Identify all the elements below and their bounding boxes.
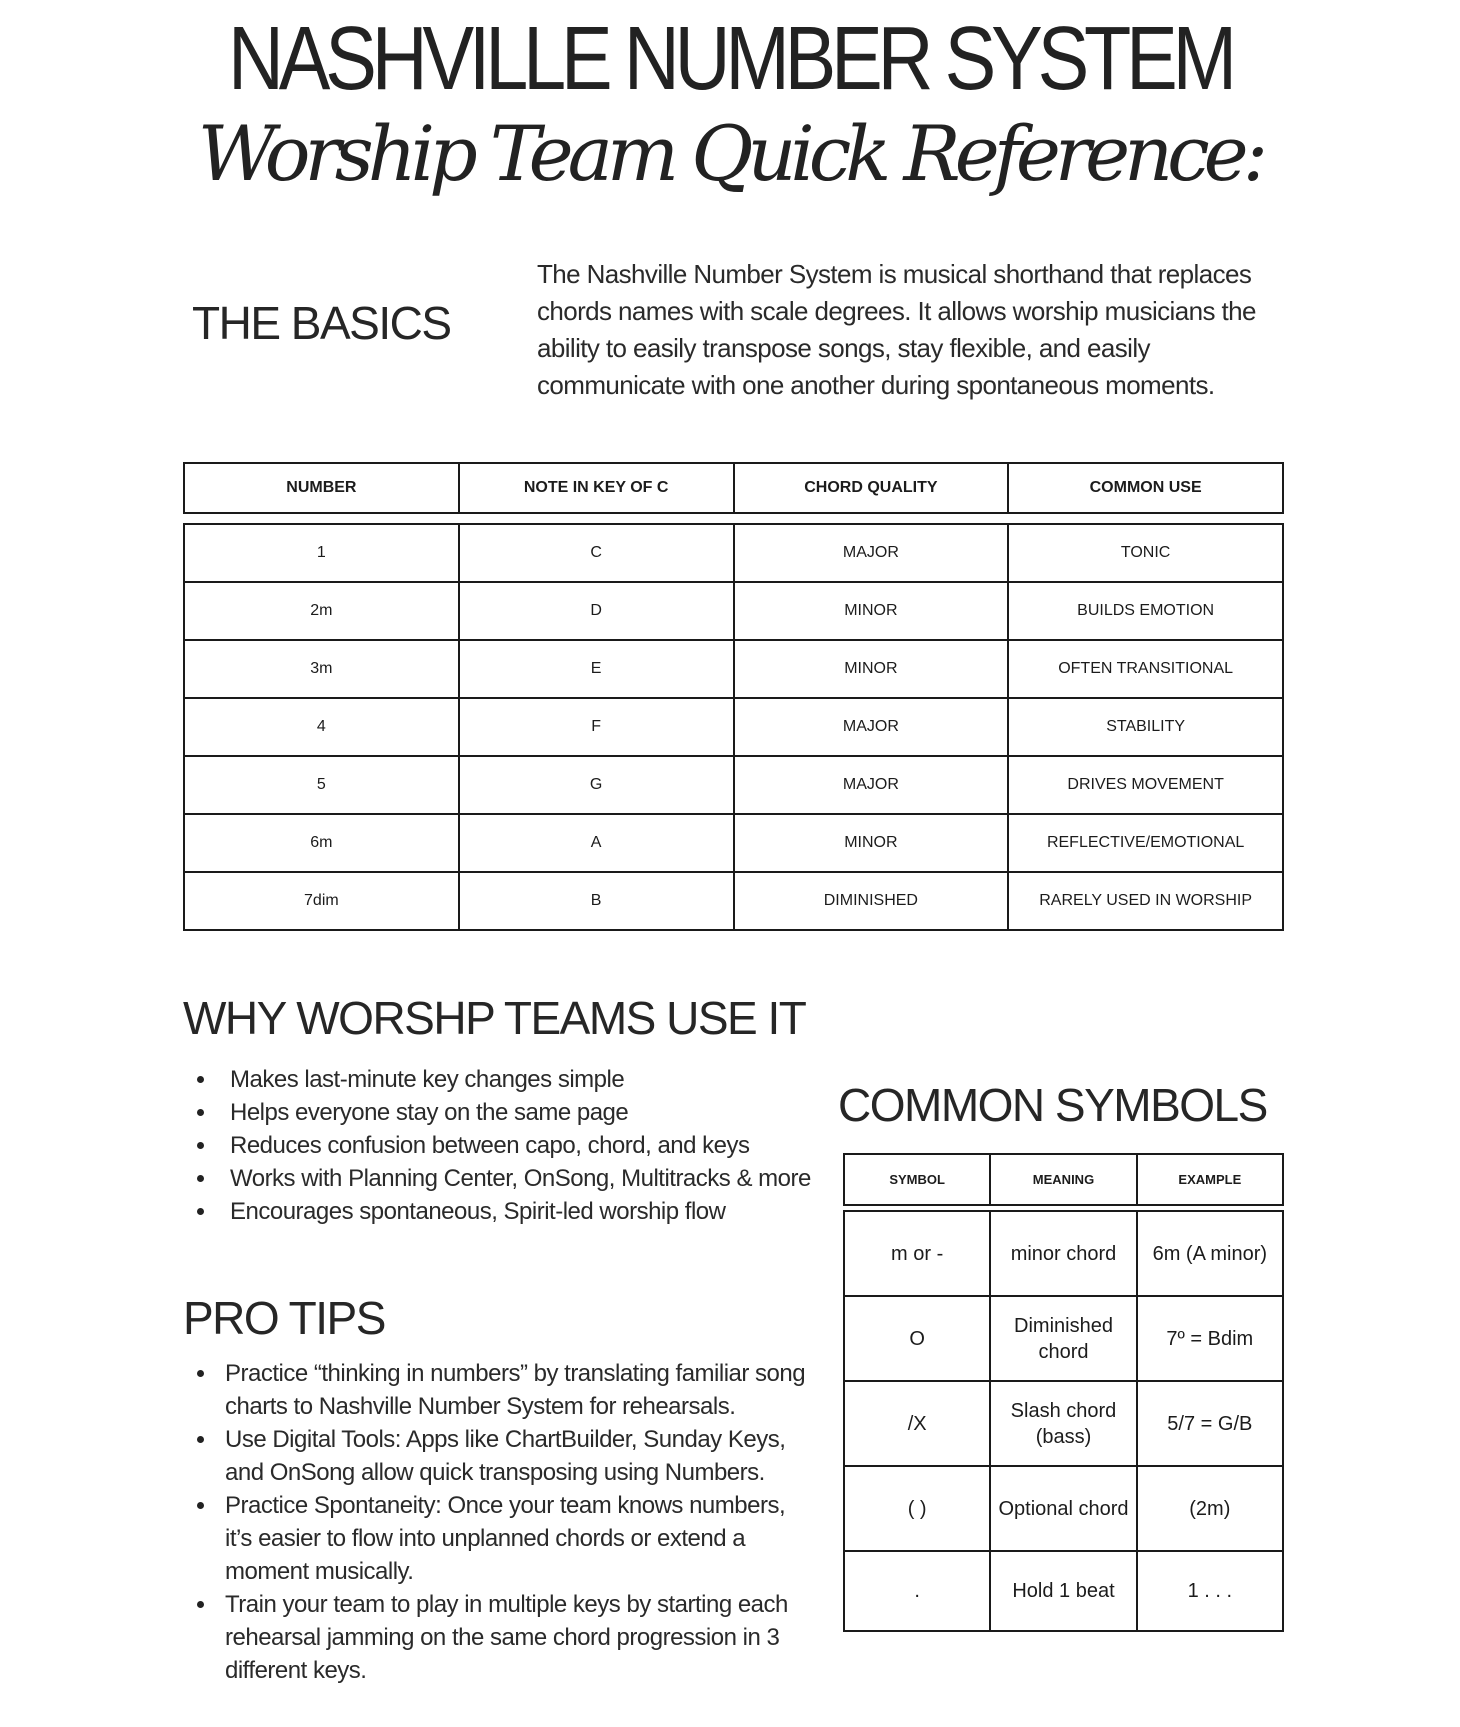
tips-heading: PRO TIPS (183, 1292, 385, 1344)
cell-quality: MAJOR (734, 756, 1009, 814)
cell-use: RARELY USED IN WORSHIP (1008, 872, 1283, 930)
list-item: Train your team to play in multiple keys by starting each rehearsal jamming on the same chord progression in 3 different keys. (183, 1588, 813, 1687)
cell-note: C (459, 524, 734, 582)
cell-symbol: O (844, 1296, 990, 1381)
table-row (184, 640, 1283, 698)
cell-quality: MAJOR (734, 698, 1009, 756)
col-header-use: COMMON USE (1008, 463, 1283, 513)
col-header-symbol: SYMBOL (844, 1154, 990, 1205)
basics-paragraph: The Nashville Number System is musical shorthand that replaces chords names with scale degrees. It allows worship musicians the ability to easily transpose songs, stay flexible, and easily communicate with one another during spontaneous moments. (537, 259, 1256, 400)
cell-symbol: . (844, 1551, 990, 1631)
col-header-example: EXAMPLE (1137, 1154, 1283, 1205)
col-header-quality: CHORD QUALITY (734, 463, 1009, 513)
symbols-heading: COMMON SYMBOLS (838, 1079, 1267, 1131)
cell-quality: MINOR (734, 582, 1009, 640)
cell-note: D (459, 582, 734, 640)
cell-use: TONIC (1008, 524, 1283, 582)
symbols-table-header-row (844, 1154, 1283, 1205)
col-header-meaning: MEANING (990, 1154, 1136, 1205)
cell-use: BUILDS EMOTION (1008, 582, 1283, 640)
cell-number: 2m (184, 582, 459, 640)
why-list (183, 1063, 833, 1228)
page-title: NASHVILLE NUMBER SYSTEM (228, 9, 1232, 109)
list-item: Practice “thinking in numbers” by translating familiar song charts to Nashville Number System for rehearsals. (183, 1357, 813, 1423)
cell-example: 5/7 = G/B (1137, 1381, 1283, 1466)
list-item: Works with Planning Center, OnSong, Multitracks & more (183, 1162, 833, 1195)
cell-note: A (459, 814, 734, 872)
table-row (844, 1296, 1283, 1381)
table-row (844, 1551, 1283, 1631)
page-subtitle: Worship Team Quick Reference: (197, 109, 1263, 198)
table-row (184, 698, 1283, 756)
cell-number: 4 (184, 698, 459, 756)
cell-quality: MINOR (734, 814, 1009, 872)
col-header-note: NOTE IN KEY OF C (459, 463, 734, 513)
cell-symbol: m or - (844, 1211, 990, 1296)
cell-example: 6m (A minor) (1137, 1211, 1283, 1296)
cell-note: F (459, 698, 734, 756)
list-item: Reduces confusion between capo, chord, and keys (183, 1129, 833, 1162)
table-row (184, 582, 1283, 640)
table-row (184, 814, 1283, 872)
cell-example: 7º = Bdim (1137, 1296, 1283, 1381)
cell-quality: MINOR (734, 640, 1009, 698)
cell-use: OFTEN TRANSITIONAL (1008, 640, 1283, 698)
table-row (844, 1381, 1283, 1466)
cell-note: E (459, 640, 734, 698)
basics-heading: THE BASICS (192, 297, 451, 349)
cell-number: 1 (184, 524, 459, 582)
cell-example: (2m) (1137, 1466, 1283, 1551)
cell-number: 3m (184, 640, 459, 698)
cell-symbol: ( ) (844, 1466, 990, 1551)
tips-list (183, 1357, 813, 1687)
cell-quality: DIMINISHED (734, 872, 1009, 930)
col-header-number: NUMBER (184, 463, 459, 513)
list-item: Makes last-minute key changes simple (183, 1063, 833, 1096)
cell-number: 5 (184, 756, 459, 814)
list-item: Practice Spontaneity: Once your team knows numbers, it’s easier to flow into unplanned chords or extend a moment musically. (183, 1489, 813, 1588)
chord-table-header (183, 462, 1284, 514)
chord-table (183, 523, 1284, 931)
list-item: Helps everyone stay on the same page (183, 1096, 833, 1129)
list-item: Use Digital Tools: Apps like ChartBuilder, Sunday Keys, and OnSong allow quick transposing using Numbers. (183, 1423, 813, 1489)
symbols-table (843, 1210, 1284, 1632)
cell-meaning: Hold 1 beat (990, 1551, 1136, 1631)
table-row (844, 1211, 1283, 1296)
cell-meaning: Diminished chord (990, 1296, 1136, 1381)
table-row (184, 524, 1283, 582)
cell-number: 7dim (184, 872, 459, 930)
chord-table-header-row (184, 463, 1283, 513)
cell-use: DRIVES MOVEMENT (1008, 756, 1283, 814)
cell-meaning: Slash chord (bass) (990, 1381, 1136, 1466)
cell-note: G (459, 756, 734, 814)
cell-meaning: minor chord (990, 1211, 1136, 1296)
cell-use: STABILITY (1008, 698, 1283, 756)
why-heading: WHY WORSHP TEAMS USE IT (183, 992, 806, 1044)
cell-example: 1 . . . (1137, 1551, 1283, 1631)
cell-meaning: Optional chord (990, 1466, 1136, 1551)
cell-number: 6m (184, 814, 459, 872)
cell-use: REFLECTIVE/EMOTIONAL (1008, 814, 1283, 872)
list-item: Encourages spontaneous, Spirit-led worship flow (183, 1195, 833, 1228)
table-row (184, 872, 1283, 930)
cell-quality: MAJOR (734, 524, 1009, 582)
table-row (844, 1466, 1283, 1551)
symbols-table-header (843, 1153, 1284, 1206)
cell-symbol: /X (844, 1381, 990, 1466)
table-row (184, 756, 1283, 814)
cell-note: B (459, 872, 734, 930)
